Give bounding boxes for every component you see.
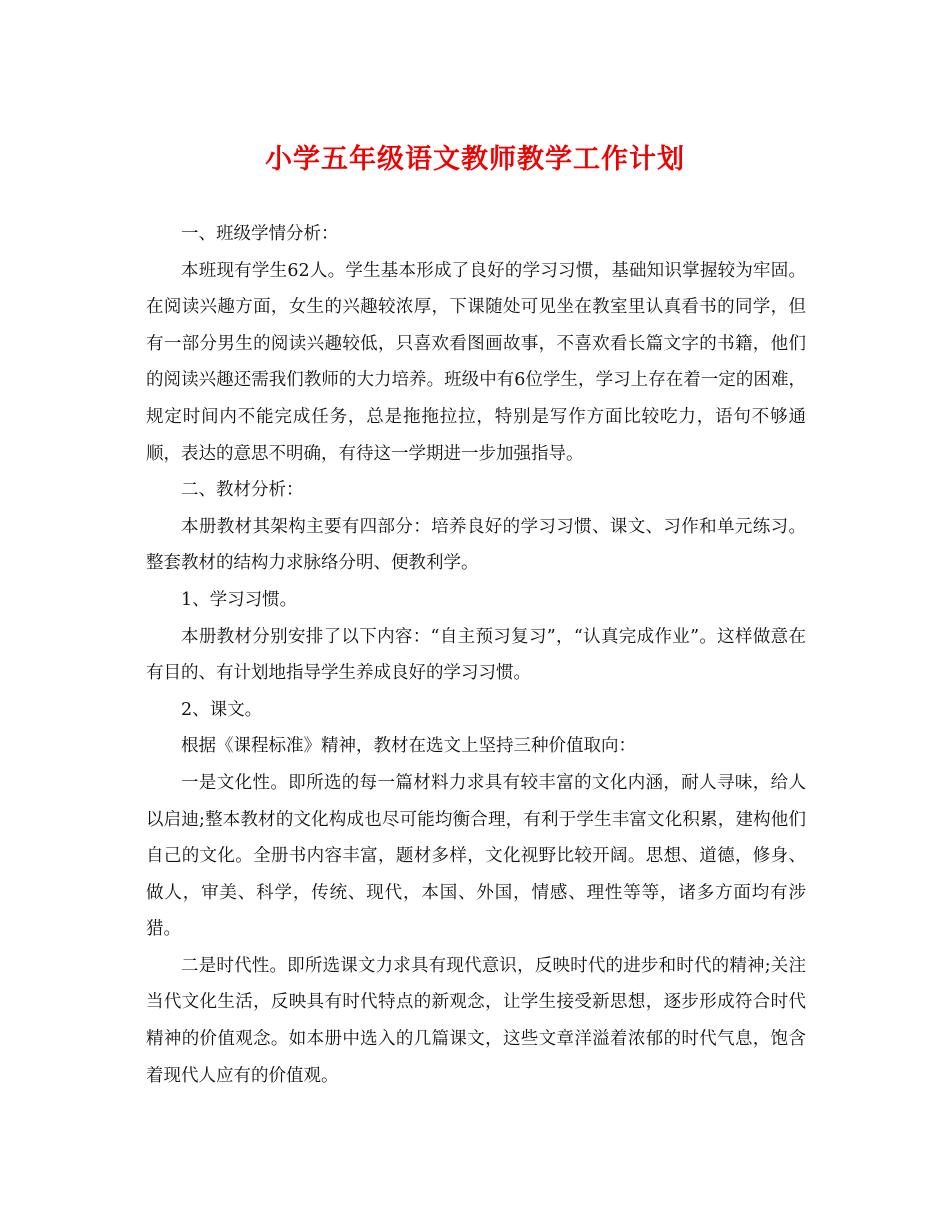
paragraph-textbook-structure: 本册教材其架构主要有四部分：培养良好的学习习惯、课文、习作和单元练习。整套教材的结构力求脉络分明、便教利学。 xyxy=(146,516,806,574)
document-body xyxy=(146,216,806,1094)
paragraph-value-orientations: 根据《课程标准》精神，教材在选文上坚持三种价值取向： xyxy=(181,736,636,757)
section-heading-class-analysis: 一、班级学情分析： xyxy=(181,224,339,244)
document-title: 小学五年级语文教师教学工作计划 xyxy=(265,144,685,175)
paragraph-class-analysis: 本班现有学生62人。学生基本形成了良好的学习习惯，基础知识掌握较为牢固。在阅读兴趣方面，女生的兴趣较浓厚，下课随处可见坐在教室里认真看书的同学，但有一部分男生的阅读兴趣较低，只喜欢看图画故事，不喜欢看长篇文字的书籍，他们的阅读兴趣还需我们教师的大力培养。班级中有6位学生，学习上存在着一定的困难，规定时间内不能完成任务，总是拖拖拉拉，特别是写作方面比较吃力，语句不够通顺，表达的意思不明确，有待这一学期进一步加强指导。 xyxy=(146,260,806,464)
section-heading-textbook-analysis: 二、教材分析： xyxy=(181,480,304,501)
paragraph-contemporary: 二是时代性。即所选课文力求具有现代意识，反映时代的进步和时代的精神;关注当代文化生活，反映具有时代特点的新观念，让学生接受新思想，逐步形成符合时代精神的价值观念。如本册中选入的几篇课文，这些文章洋溢着浓郁的时代气息，饱含着现代人应有的价值观。 xyxy=(146,955,806,1086)
subheading-texts: 2、课文。 xyxy=(181,699,263,720)
paragraph-study-habits: 本册教材分别安排了以下内容：“自主预习复习”，“认真完成作业”。这样做意在有目的、有计划地指导学生养成良好的学习习惯。 xyxy=(146,626,806,684)
paragraph-cultural: 一是文化性。即所选的每一篇材料力求具有较丰富的文化内涵，耐人寻味，给人以启迪;整本教材的文化构成也尽可能均衡合理，有利于学生丰富文化积累，建构他们自己的文化。全册书内容丰富，题材多样，文化视野比较开阔。思想、道德，修身、做人，审美、科学，传统、现代，本国、外国，情感、理性等等，诸多方面均有涉猎。 xyxy=(146,772,806,940)
subheading-study-habits: 1、学习习惯。 xyxy=(181,589,298,610)
